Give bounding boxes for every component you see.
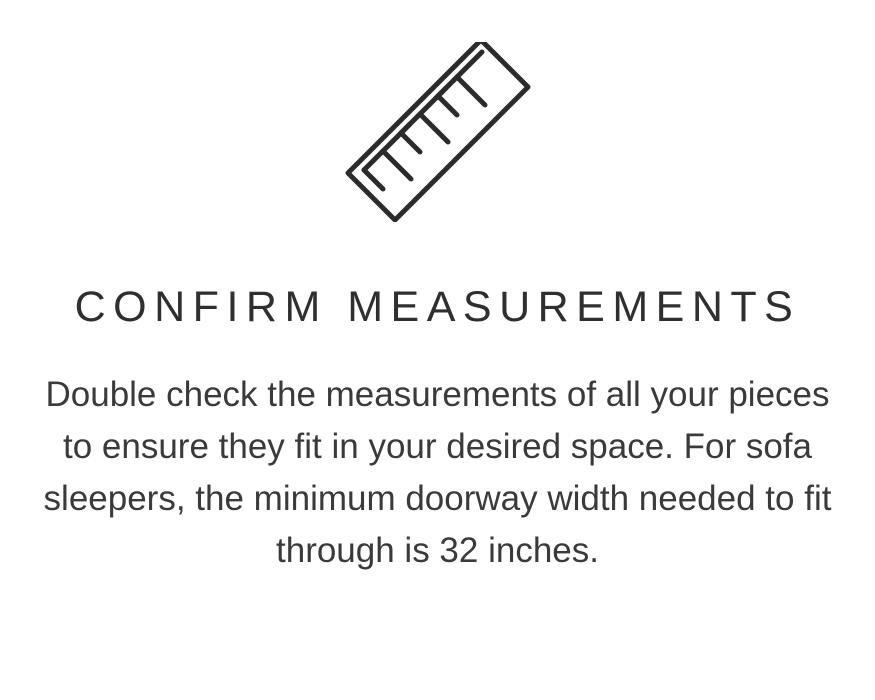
ruler-icon: [308, 32, 568, 232]
body-text: Double check the measurements of all your pieces to ensure they fit in your desired space. For sofa sleepers, the minimum doorway width needed to fit through is 32 inches.: [43, 375, 832, 570]
page-title: CONFIRM MEASUREMENTS: [74, 283, 801, 331]
